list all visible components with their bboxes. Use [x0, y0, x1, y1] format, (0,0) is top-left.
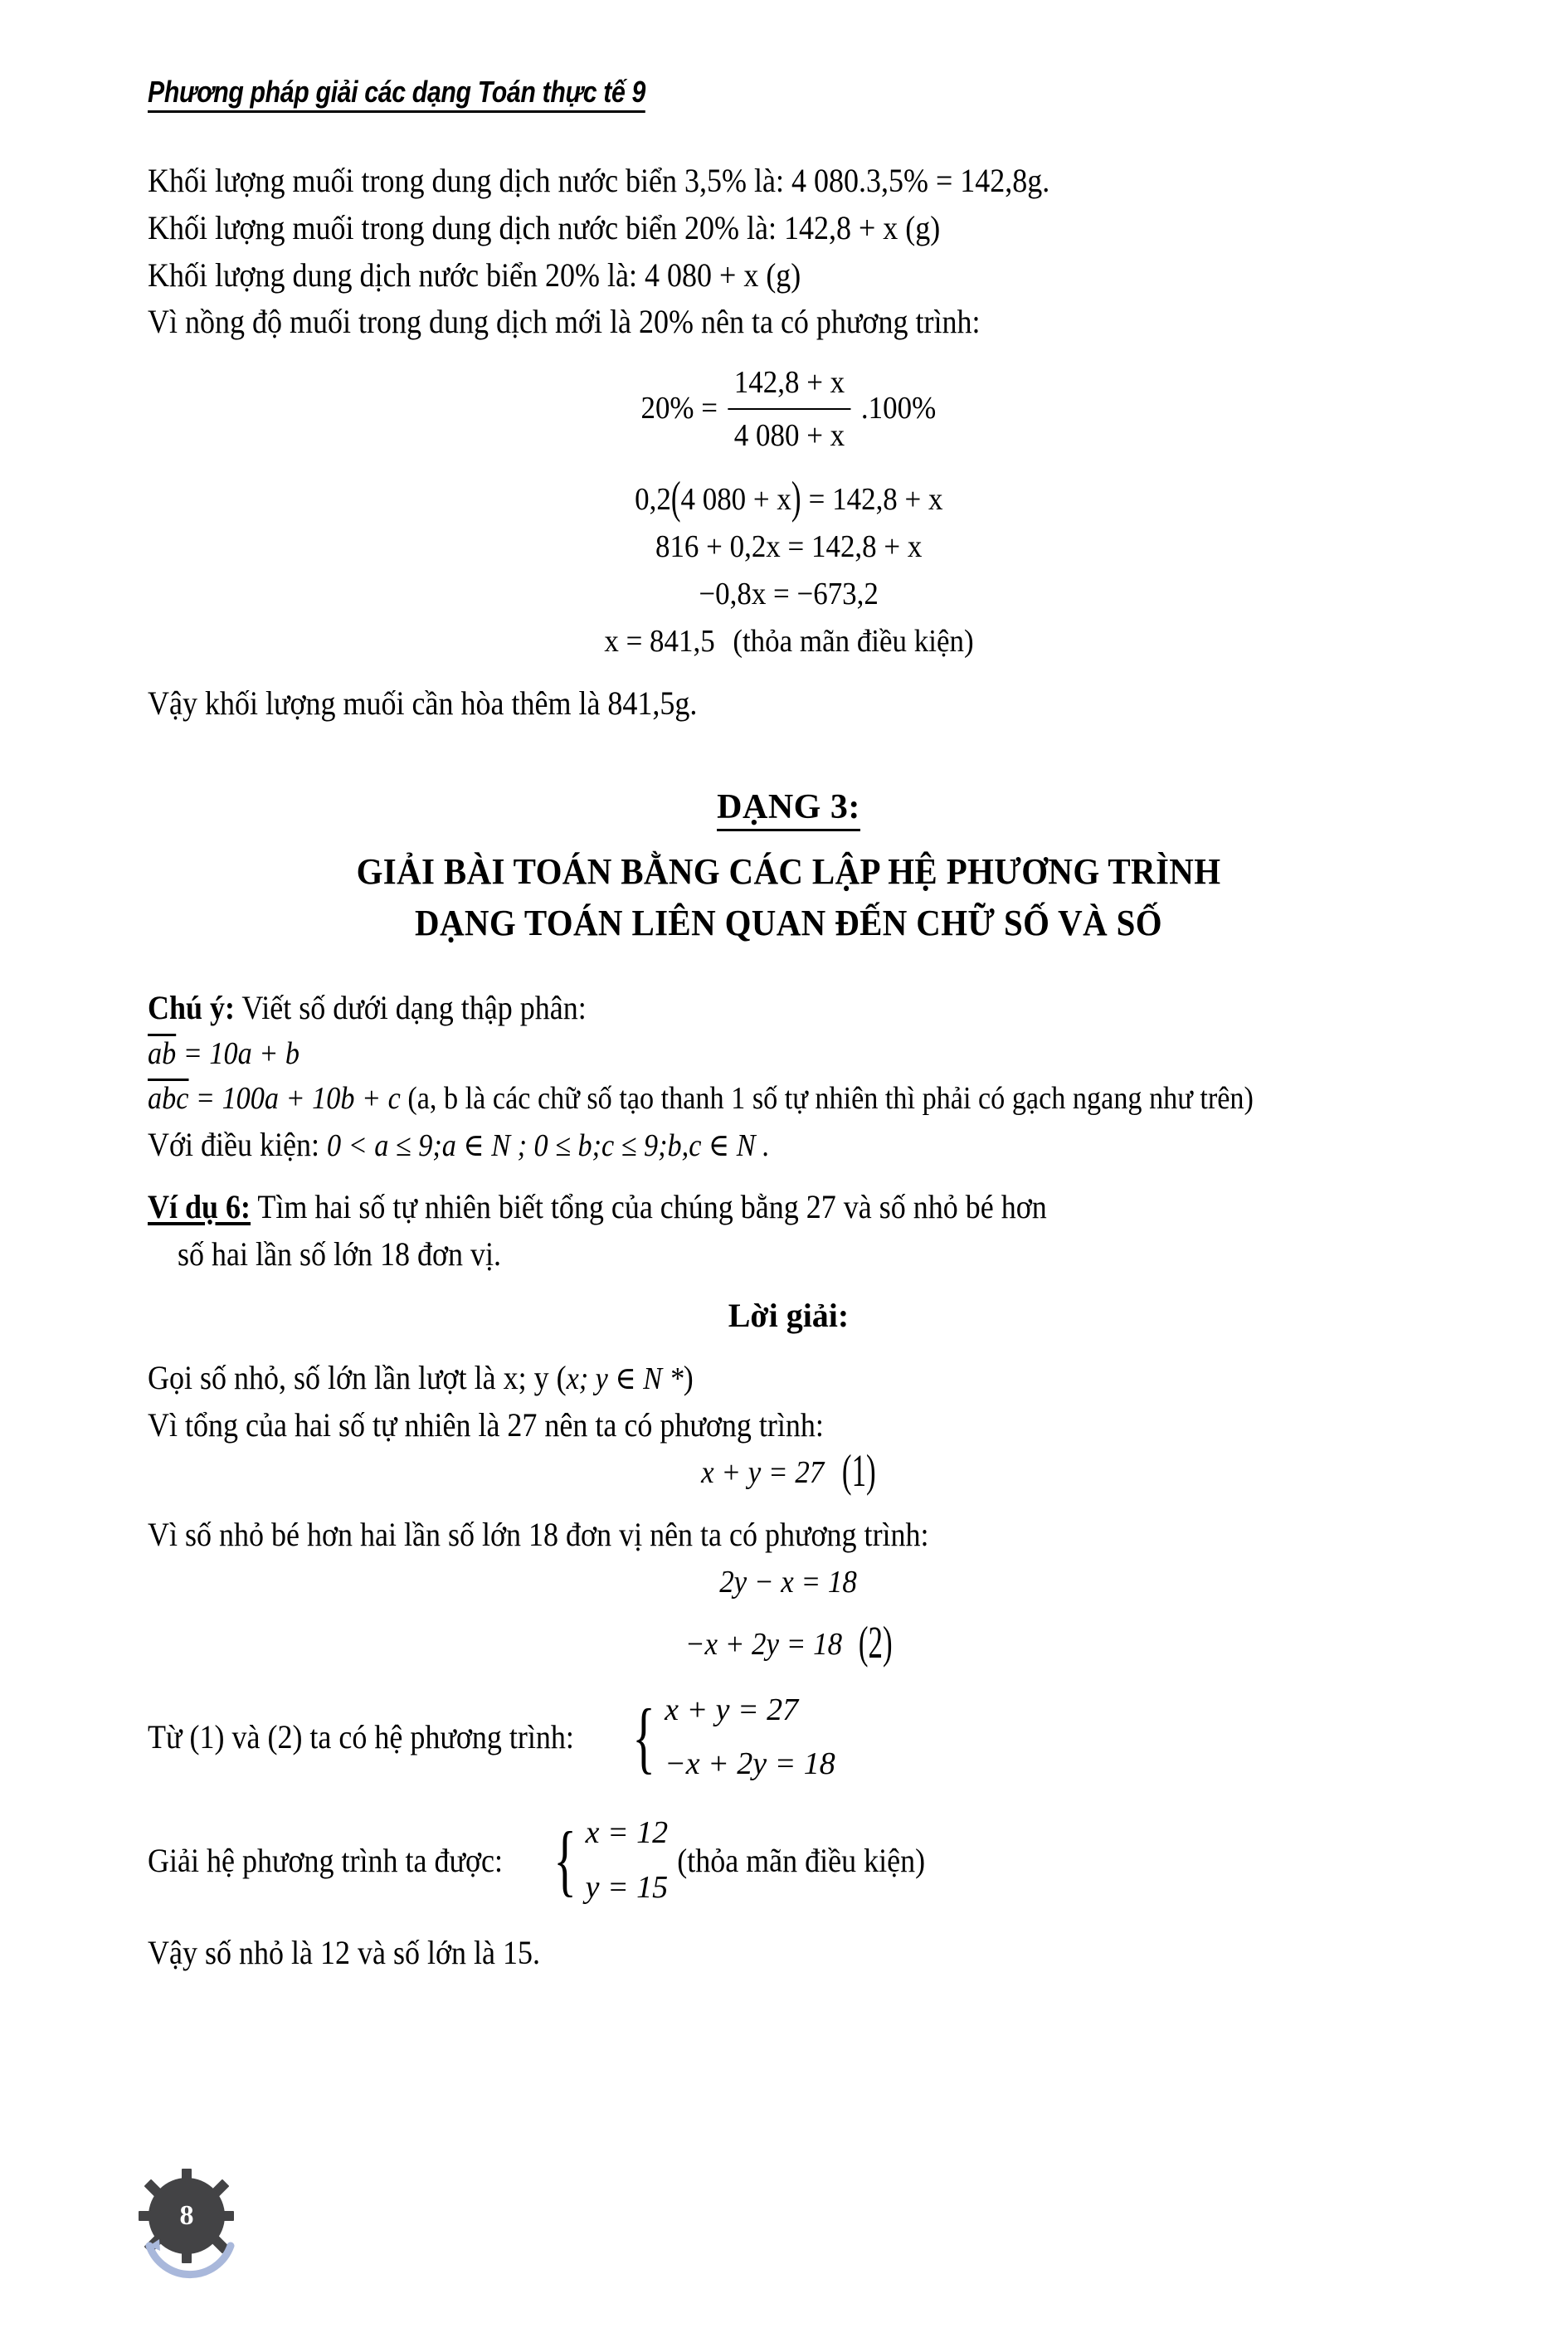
solution-line-1-end: )	[683, 1359, 694, 1397]
example-label: Ví dụ 6:	[148, 1187, 251, 1225]
system-2-row-1: x = 12	[585, 1815, 669, 1851]
example-text-1: Tìm hai số tự nhiên biết tổng của chúng bằng 27 và số nhỏ bé hơn	[251, 1187, 1047, 1225]
dang-heading-line-1: GIẢI BÀI TOÁN BẰNG CÁC LẬP HỆ PHƯƠNG TRÌNH	[356, 850, 1221, 892]
gear-icon	[138, 2167, 279, 2308]
text-line-conclusion-salt: Vậy khối lượng muối cần hòa thêm là 841,5g.	[148, 684, 698, 723]
solution-line-1-math: x; y ∈ N *	[566, 1361, 684, 1397]
note-text: Viết số dưới dạng thập phân:	[235, 989, 587, 1027]
equation-expand	[148, 473, 1429, 524]
final-conclusion: Vậy số nhỏ là 12 và số lớn là 15.	[148, 1934, 540, 1972]
system-of-equations-1	[625, 1683, 835, 1792]
equation-step-2-text: 816 + 0,2x = 142,8 + x	[655, 529, 923, 565]
equation-expand-rhs: = 142,8 + x	[808, 482, 943, 518]
equation-percentage	[148, 361, 1429, 461]
example-line-2: số hai lần số lớn 18 đơn vị.	[178, 1234, 502, 1273]
page-number-badge	[138, 2167, 279, 2308]
system-line-2-lead: Giải hệ phương trình ta được:	[148, 1841, 504, 1879]
formula-ab-rest: = 10a + b	[176, 1035, 299, 1071]
system-line-2-note: (thỏa mãn điều kiện)	[677, 1841, 926, 1879]
note-label: Chú ý:	[148, 989, 236, 1027]
equation-step-2	[148, 523, 1429, 571]
example-line-1	[148, 1184, 1428, 1231]
paren-close: )	[791, 473, 801, 524]
formula-ab-overbar: ab	[148, 1034, 176, 1069]
condition-line	[148, 1122, 1428, 1169]
formula-abc-overbar: abc	[148, 1079, 188, 1114]
dang-label	[148, 787, 1429, 831]
equation-step-3	[148, 571, 1429, 618]
formula-abc-note: (a, b là các chữ số tạo thanh 1 số tự nhiên thì phải có gạch ngang như trên)	[400, 1080, 1254, 1116]
solution-label: Lời giải:	[728, 1297, 850, 1335]
equation-2a-text: 2y − x = 18	[719, 1564, 858, 1600]
system-line-2	[148, 1806, 1429, 1915]
page-content	[148, 158, 1429, 1977]
paren-open: (	[670, 473, 681, 524]
dang-heading-line-2: DẠNG TOÁN LIÊN QUAN ĐẾN CHỮ SỐ VÀ SỐ	[415, 902, 1162, 943]
solution-line-2: Vì tổng của hai số tự nhiên là 27 nên ta có phương trình:	[148, 1406, 824, 1444]
equation-step-4-value: x = 841,5	[603, 624, 715, 660]
formula-abc-rest: = 100a + 10b + c	[188, 1080, 401, 1116]
equation-lhs: 20% =	[640, 391, 718, 426]
text-line-salt-mass-35: Khối lượng muối trong dung dịch nước biển 3,5% là: 4 080.3,5% = 142,8g.	[148, 162, 1050, 199]
equation-inner: 4 080 + x	[680, 482, 791, 518]
formula-abc	[148, 1077, 1428, 1122]
condition-math: 0 < a ≤ 9;a ∈ N ; 0 ≤ b;c ≤ 9;b,c ∈ N .	[327, 1127, 770, 1163]
dang-label-text: DẠNG 3:	[717, 787, 860, 831]
running-header-title: Phương pháp giải các dạng Toán thực tế 9	[148, 76, 645, 113]
equation-step-4-note: (thỏa mãn điều kiện)	[732, 624, 974, 660]
equation-2b	[148, 1618, 1429, 1668]
brace-icon: {	[632, 1692, 655, 1781]
equation-step-3-text: −0,8x = −673,2	[699, 577, 879, 612]
page-number-text: 8	[179, 2200, 194, 2231]
solution-line-1-text: Gọi số nhỏ, số lớn lần lượt là x; y (	[148, 1359, 567, 1397]
equation-1	[148, 1446, 1429, 1497]
note-intro	[148, 985, 1428, 1032]
equation-step-4	[148, 618, 1429, 665]
formula-ab	[148, 1032, 1428, 1077]
text-line-salt-mass-20: Khối lượng muối trong dung dịch nước biển 20% là: 142,8 + x (g)	[148, 208, 941, 246]
system-1-row-2: −x + 2y = 18	[665, 1746, 835, 1782]
system-line-1-lead: Từ (1) và (2) ta có hệ phương trình:	[148, 1718, 574, 1756]
fraction-denominator: 4 080 + x	[728, 408, 851, 460]
brace-icon: {	[553, 1815, 577, 1905]
system-of-equations-2	[546, 1806, 669, 1915]
condition-label: Với điều kiện:	[148, 1125, 327, 1163]
solution-line-3: Vì số nhỏ bé hơn hai lần số lớn 18 đơn vị nên ta có phương trình:	[148, 1515, 929, 1553]
fraction-numerator: 142,8 + x	[733, 365, 845, 401]
equation-2a	[148, 1559, 1429, 1606]
fraction	[728, 359, 851, 460]
dang-heading	[192, 846, 1385, 948]
equation-1-text: x + y = 27	[701, 1454, 825, 1490]
system-1-row-1: x + y = 27	[665, 1692, 799, 1727]
solution-line-1	[148, 1355, 1428, 1402]
equation-1-tag: (1)	[842, 1446, 876, 1497]
text-line-concentration-premise: Vì nồng độ muối trong dung dịch mới là 20% nên ta có phương trình:	[148, 303, 981, 341]
equation-coefficient: 0,2	[634, 482, 671, 518]
equation-2b-text: −x + 2y = 18	[684, 1626, 842, 1662]
system-line-1	[148, 1683, 1429, 1792]
text-line-solution-mass-20: Khối lượng dung dịch nước biển 20% là: 4 080 + x (g)	[148, 256, 801, 294]
system-2-row-2: y = 15	[585, 1869, 669, 1905]
equation-rhs: .100%	[861, 391, 937, 426]
equation-2b-tag: (2)	[858, 1618, 893, 1668]
